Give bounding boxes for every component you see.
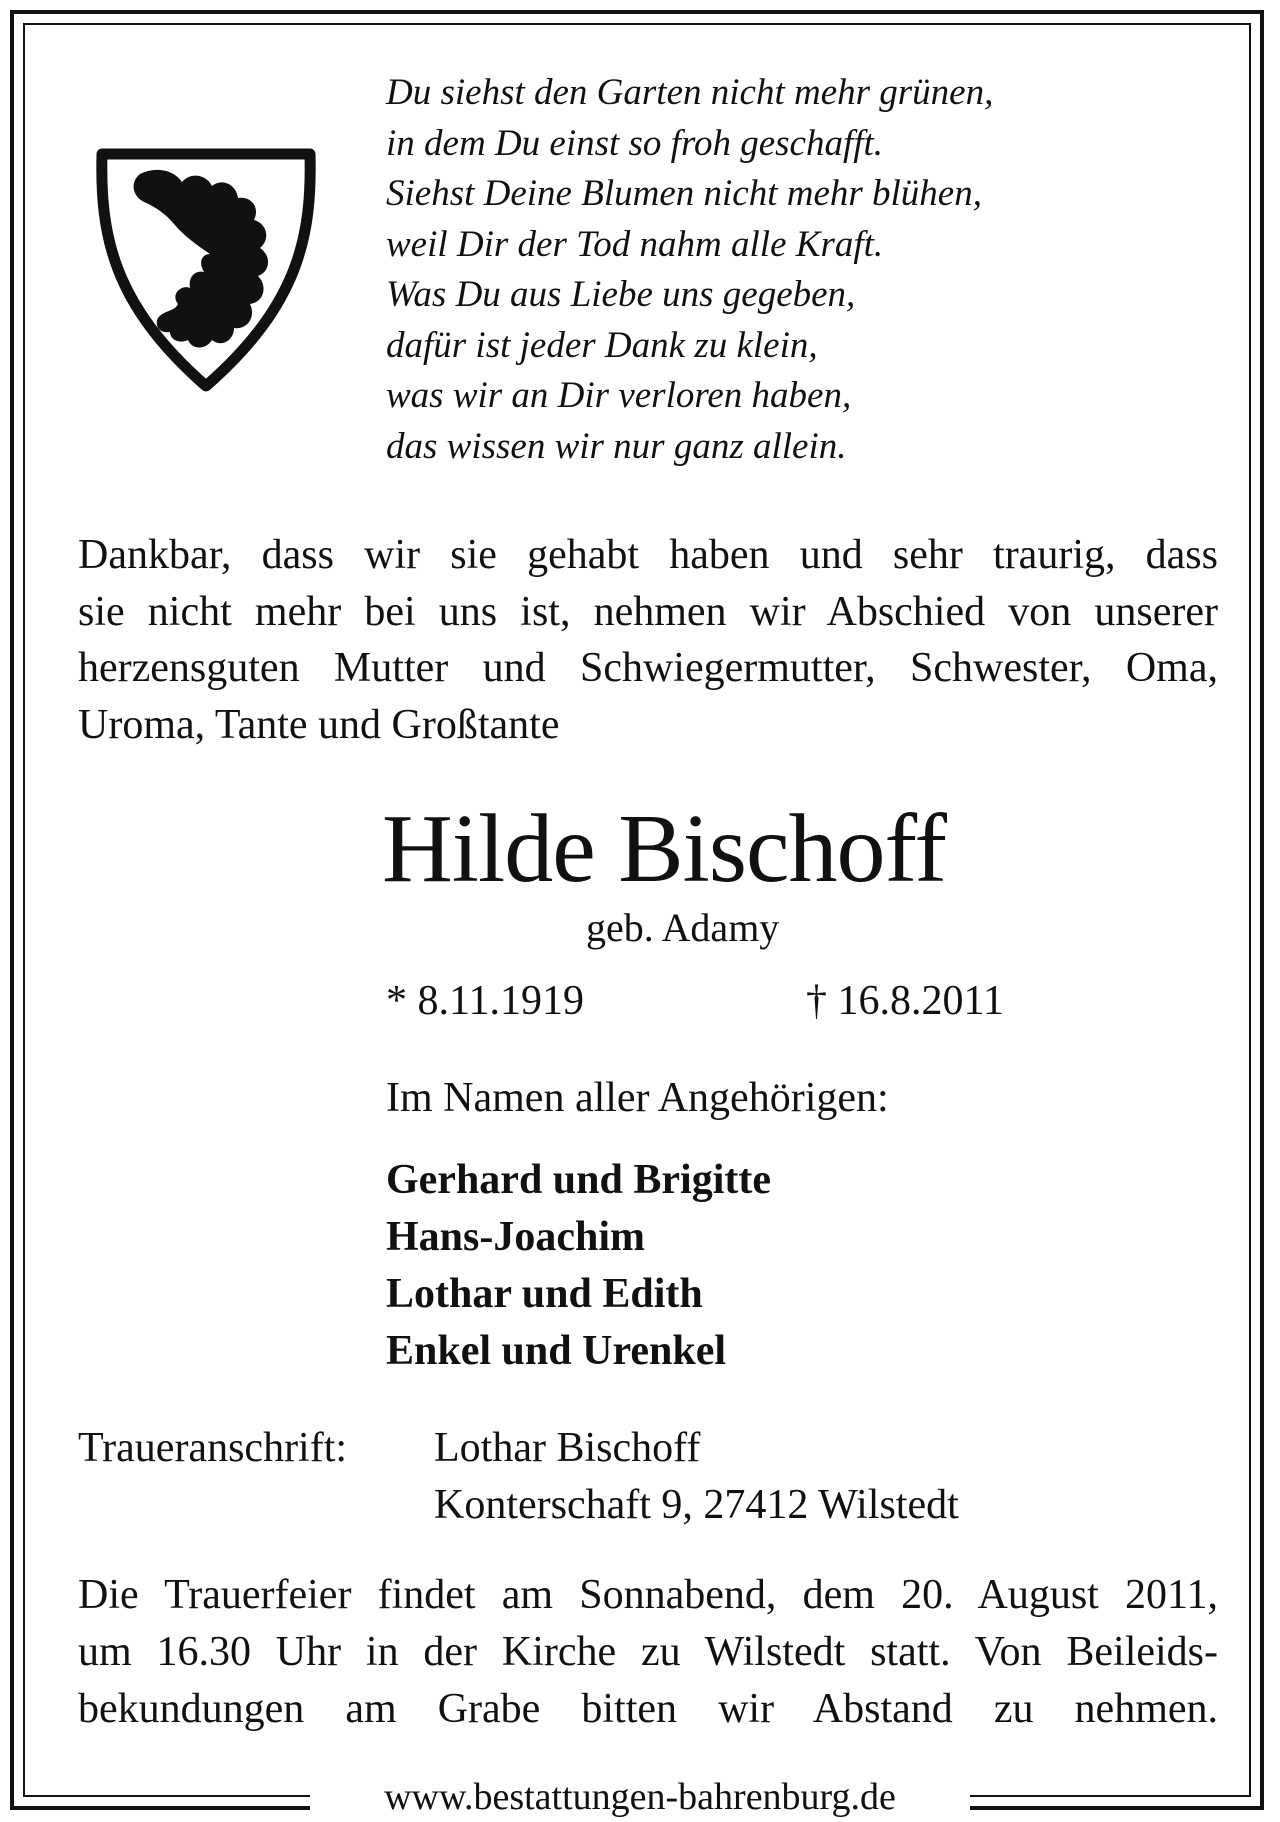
maiden-name: geb. Adamy	[586, 905, 780, 950]
poem	[386, 68, 1206, 472]
service-line: um 16.30 Uhr in der Kirche zu Wilstedt statt. Von Beileids-	[78, 1629, 1218, 1675]
mourners-heading: Im Namen aller Angehörigen:	[386, 1075, 889, 1121]
address-label: Traueranschrift:	[78, 1425, 348, 1471]
mourner-name: Hans-Joachim	[386, 1214, 646, 1260]
poem-line: dafür ist jeder Dank zu klein,	[386, 324, 818, 366]
poem-line: Siehst Deine Blumen nicht mehr blühen,	[386, 173, 982, 214]
address-line: Konterschaft 9, 27412 Wilstedt	[434, 1482, 959, 1528]
poem-line: in dem Du einst so froh geschafft.	[386, 122, 884, 164]
intro-line: Dankbar, dass wir sie gehabt haben und sehr traurig, dass	[78, 532, 1218, 578]
coat-of-arms-shield-icon	[94, 144, 318, 394]
mourners-list	[386, 1152, 771, 1380]
service-line: Die Trauerfeier findet am Sonnabend, dem 20. August 2011,	[78, 1572, 1218, 1618]
footer-website-link[interactable]: www.bestattungen-bahrenburg.de	[310, 1772, 970, 1822]
mourner-name: Lothar und Edith	[386, 1271, 703, 1317]
poem-line: Was Du aus Liebe uns gegeben,	[386, 274, 856, 315]
deceased-name: Hilde Bischoff	[382, 795, 946, 903]
intro-line: Uroma, Tante und Großtante	[78, 701, 560, 748]
intro-paragraph	[78, 527, 1218, 753]
poem-line: weil Dir der Tod nahm alle Kraft.	[386, 223, 884, 265]
mourner-name: Gerhard und Brigitte	[386, 1157, 771, 1203]
funeral-service-paragraph	[78, 1567, 1218, 1738]
service-line: bekundungen am Grabe bitten wir Abstand zu nehmen.	[78, 1686, 1218, 1732]
intro-line: sie nicht mehr bei uns ist, nehmen wir Abschied von unserer	[78, 588, 1218, 635]
intro-line: herzensguten Mutter und Schwiegermutter, Schwester, Oma,	[78, 645, 1218, 691]
death-date: † 16.8.2011	[806, 978, 1004, 1024]
mourner-name: Enkel und Urenkel	[386, 1328, 726, 1374]
poem-line: Du siehst den Garten nicht mehr grünen,	[386, 72, 994, 113]
address-line: Lothar Bischoff	[434, 1425, 701, 1471]
birth-date: * 8.11.1919	[386, 978, 584, 1024]
mourning-address	[434, 1420, 959, 1534]
poem-line: was wir an Dir verloren haben,	[386, 375, 852, 416]
poem-line: das wissen wir nur ganz allein.	[386, 425, 847, 467]
